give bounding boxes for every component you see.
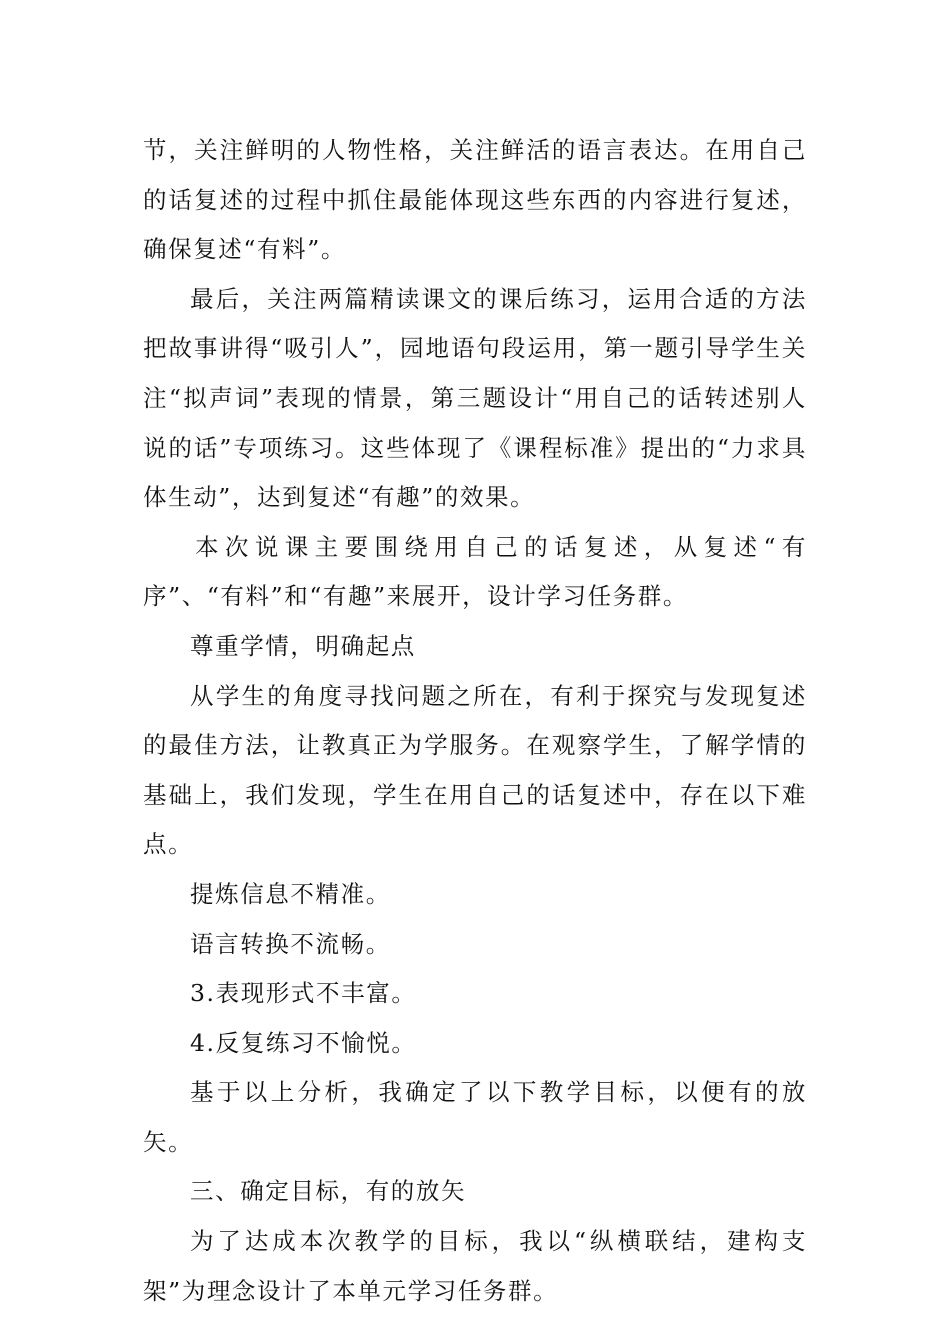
paragraph-finally: 最后，关注两篇精读课文的课后练习，运用合适的方法把故事讲得“吸引人”，园地语句段运用，第一题引导学生关注“拟声词”表现的情景，第三题设计“用自己的话转述别人说的话”专项练习。这些体现了《课程标准》提出的“力求具体生动”，达到复述“有趣”的效果。 bbox=[143, 284, 807, 512]
document-body bbox=[143, 126, 807, 1316]
section-heading-learning-situation: 尊重学情，明确起点 bbox=[190, 631, 416, 660]
paragraph-student-perspective: 从学生的角度寻找问题之所在，有利于探究与发现复述的最佳方法，让教真正为学服务。在观察学生，了解学情的基础上，我们发现，学生在用自己的话复述中，存在以下难点。 bbox=[143, 681, 807, 859]
paragraph-task-group: 为了达成本次教学的目标，我以“纵横联结，建构支架”为理念设计了本单元学习任务群。 bbox=[143, 1227, 807, 1305]
list-item-difficulty-1: 提炼信息不精准。 bbox=[190, 879, 391, 908]
paragraph-analysis-basis: 基于以上分析，我确定了以下教学目标，以便有的放矢。 bbox=[143, 1078, 807, 1156]
section-heading-objectives: 三、确定目标，有的放矢 bbox=[190, 1177, 467, 1206]
paragraph-summary: 本次说课主要围绕用自己的话复述，从复述“有序”、“有料”和“有趣”来展开，设计学习任务群。 bbox=[143, 532, 807, 611]
paragraph-continuation: 节，关注鲜明的人物性格，关注鲜活的语言表达。在用自己的话复述的过程中抓住最能体现这些东西的内容进行复述，确保复述“有料”。 bbox=[143, 136, 807, 264]
list-item-difficulty-3: 3.表现形式不丰富。 bbox=[190, 979, 417, 1008]
list-item-difficulty-4: 4.反复练习不愉悦。 bbox=[190, 1028, 417, 1057]
list-item-difficulty-2: 语言转换不流畅。 bbox=[190, 929, 391, 958]
